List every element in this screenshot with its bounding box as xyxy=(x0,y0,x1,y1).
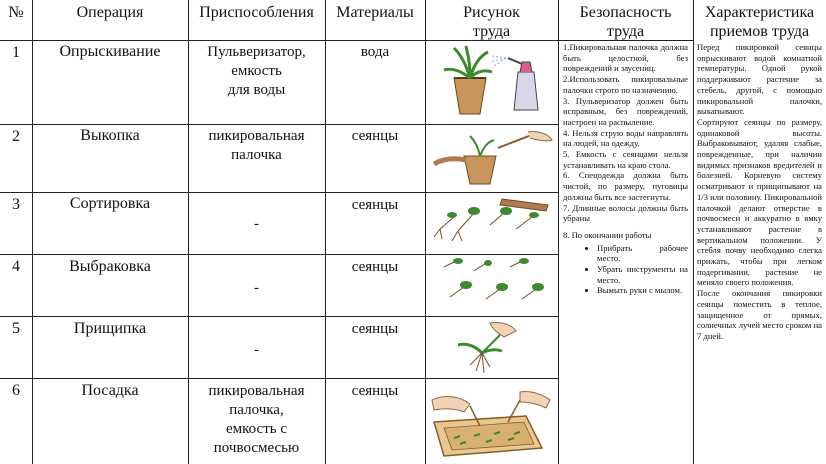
header-operation: Операция xyxy=(76,4,144,21)
materials-cell: сеянцы xyxy=(351,128,399,144)
digging-seedling-illustration xyxy=(430,128,554,188)
grid-line-v4 xyxy=(425,0,426,464)
header-materials: Материалы xyxy=(336,4,414,21)
row-number: 1 xyxy=(12,44,20,61)
header-safety-line: Безопасность xyxy=(579,4,672,21)
header-picture xyxy=(425,3,558,41)
tools-cell xyxy=(188,279,325,298)
row-number: 4 xyxy=(12,258,20,275)
grid-line-v5 xyxy=(558,0,559,464)
safety-after-item: • Прибрать рабочее место. xyxy=(597,243,688,264)
operation-cell: Выкопка xyxy=(80,127,140,144)
pinching-root-illustration xyxy=(430,319,554,375)
header-num: № xyxy=(8,4,24,21)
header-picture-line: труда xyxy=(472,23,511,40)
tools-cell xyxy=(188,43,325,100)
header-safety xyxy=(558,3,693,41)
tools-line: почвосмесью xyxy=(213,440,300,456)
grid-line-h4 xyxy=(0,316,558,317)
header-characteristics-line: приемов труда xyxy=(709,23,810,40)
operation-cell: Прищипка xyxy=(73,320,147,337)
characteristics-text xyxy=(697,42,822,342)
safety-item: 3. Пульверизатор должен быть исправным, без повреждений, настроен на распыление. xyxy=(563,95,688,127)
grid-line-h2 xyxy=(0,192,558,193)
tools-cell xyxy=(188,382,325,458)
safety-item: 5. Емкость с сеянцами нельзя устанавливать на краю стола. xyxy=(563,149,688,170)
operation-cell: Опрыскивание xyxy=(59,43,161,60)
grid-line-v6 xyxy=(693,0,694,464)
safety-text xyxy=(563,42,688,296)
tools-line: пикировальная xyxy=(208,383,305,399)
grid-line-h1 xyxy=(0,124,558,125)
tools-line: - xyxy=(254,342,259,358)
tools-line: палочка xyxy=(231,147,282,163)
operation-cell: Сортировка xyxy=(69,195,151,212)
header-picture-line: Рисунок xyxy=(463,4,520,21)
grid-line-h5 xyxy=(0,378,558,379)
safety-item: 1.Пикировальная палочка должна быть целостной, без повреждений и заусениц. xyxy=(563,42,688,74)
safety-after-item: • Вымыть руки с мылом. xyxy=(597,285,688,296)
row-number: 5 xyxy=(12,320,20,337)
operation-cell: Посадка xyxy=(81,382,139,399)
characteristics-paragraph: Сортируют сеянцы по размеру, одинаковой высоты. Выбраковывают, удаляя слабые, поврежденные, при наличии видимых признаков вредителей и болезней. Корневую систему осматривают и прищипывают на 1/3 или половину. Пикировальной палочкой делают отверстие в почвосмеси и аккуратно в ямку устанавливают растение в вертикальном положении. У стебля почву необходимо слегка прижать, чтобы при легком подергивании, растение не меняло своего положения. xyxy=(697,116,822,288)
safety-item: 7. Длинные волосы должны быть убраны xyxy=(563,202,688,224)
tools-line: емкость xyxy=(231,63,282,79)
sorting-seedlings-illustration xyxy=(430,195,554,251)
tools-line: пикировальная xyxy=(208,128,305,144)
operation-cell: Выбраковка xyxy=(69,258,151,275)
safety-after-item: • Убрать инструменты на место. xyxy=(597,264,688,285)
materials-cell: сеянцы xyxy=(351,197,399,213)
tools-line: палочка, xyxy=(229,402,284,418)
tools-line: емкость с xyxy=(225,421,287,437)
header-characteristics-line: Характеристика xyxy=(704,4,815,21)
tools-cell xyxy=(188,127,325,165)
row-number: 3 xyxy=(12,196,20,213)
tools-line: - xyxy=(254,216,259,232)
safety-item: 4. Нельзя струю воды направлять на людей, на одежду. xyxy=(563,127,688,149)
culling-seedlings-illustration xyxy=(430,257,554,313)
grid-line-h3 xyxy=(0,254,558,255)
characteristics-paragraph: После окончания пикировки сеянцы поместить в теплое, защищенное от прямых, солнечных лучей место сроком на 7 дней. xyxy=(697,288,822,341)
tools-line: - xyxy=(254,280,259,296)
header-safety-line: труда xyxy=(606,23,645,40)
row-number: 2 xyxy=(12,128,20,145)
characteristics-paragraph: Перед пикировкой сеянцы опрыскивают водой комнатной температуры. Одной рукой поддерживают растение за стебель, другой, с помощью пикировальной палочки, выкапывают. xyxy=(697,42,822,117)
tools-cell xyxy=(188,341,325,360)
header-tools: Приспособления xyxy=(199,4,314,21)
safety-item: 2.Использовать пикировальные палочки строго по назначению. xyxy=(563,74,688,95)
tools-line: для воды xyxy=(227,82,286,98)
tools-cell xyxy=(188,215,325,234)
safety-after-title: 8. По окончании работы xyxy=(563,229,652,240)
header-characteristics xyxy=(693,3,826,41)
materials-cell: вода xyxy=(360,44,390,60)
planting-tray-illustration xyxy=(430,382,554,460)
materials-cell: сеянцы xyxy=(351,259,399,275)
safety-after-list xyxy=(563,243,688,297)
tools-line: Пульверизатор, xyxy=(207,44,306,60)
sprayer-plant-pot-illustration xyxy=(430,44,554,120)
materials-cell: сеянцы xyxy=(351,321,399,337)
materials-cell: сеянцы xyxy=(351,383,399,399)
row-number: 6 xyxy=(12,382,20,399)
safety-item: 6. Спецодежда должна быть чистой, по размеру, пуговицы должны быть все застегнуты. xyxy=(563,170,688,202)
